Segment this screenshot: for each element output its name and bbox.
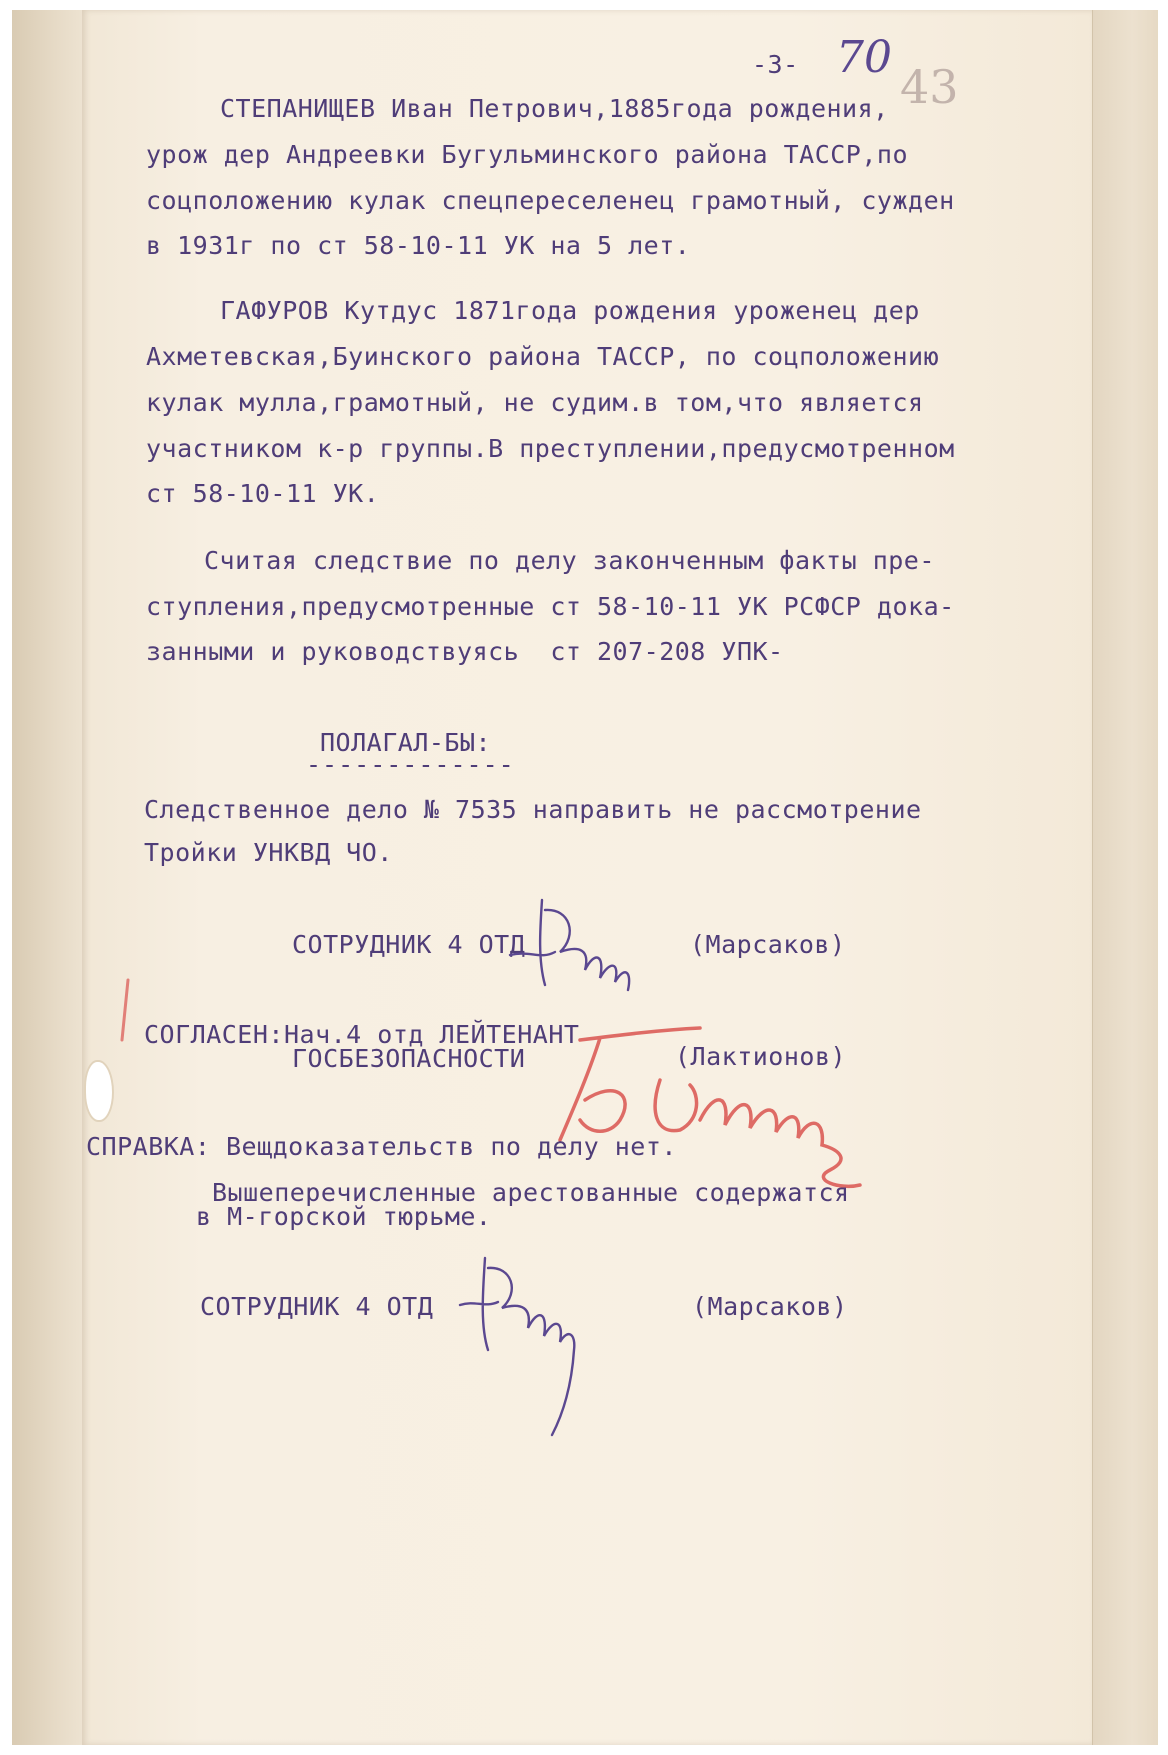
p3-line-2: ступления,предусмотренные ст 58-10-11 УК РСФСР дока- <box>146 592 955 621</box>
p2-line-1: ГАФУРОВ Кутдус 1871года рождения уроженец дер <box>220 296 920 325</box>
p3-line-3: занными и руководствуясь ст 207-208 УПК- <box>146 637 784 666</box>
p2-line-2: Ахметевская,Буинского района ТАССР, по соцположению <box>146 342 940 371</box>
p2-line-3: кулак мулла,грамотный, не судим.в том,что является <box>146 388 924 417</box>
p2-line-4: участником к-р группы.В преступлении,предусмотренном <box>146 434 955 463</box>
handwritten-folio-number: 70 <box>836 32 892 83</box>
employee2-signature <box>440 1250 600 1440</box>
p3-line-1: Считая следствие по делу законченным факты пре- <box>204 546 935 575</box>
red-pencil-mark <box>108 975 148 1045</box>
resolution-heading-underline: ------------- <box>306 750 515 779</box>
employee1-title: СОТРУДНИК 4 ОТД <box>292 930 526 959</box>
employee2-name: (Марсаков) <box>692 1292 848 1321</box>
underlying-sheet-edge <box>1092 10 1158 1745</box>
reference-line-2: Вышеперечисленные арестованные содержатся <box>212 1178 850 1207</box>
faint-folio-number: 43 <box>900 60 959 114</box>
approval-name: (Лактионов) <box>675 1042 847 1071</box>
p1-line-3: соцположению кулак спецпереселенец грамотный, сужден <box>146 186 955 215</box>
p1-line-4: в 1931г по ст 58-10-11 УК на 5 лет. <box>146 231 691 260</box>
reference-line-3: в М-горской тюрьме. <box>196 1202 492 1231</box>
reference-line-1: СПРАВКА: Вещдоказательств по делу нет. <box>86 1132 677 1161</box>
scanned-document <box>12 10 1158 1745</box>
binding-hole <box>86 1062 112 1120</box>
employee1-name: (Марсаков) <box>690 930 846 959</box>
p2-line-5: ст 58-10-11 УК. <box>146 479 380 508</box>
resolution-line-1: Следственное дело № 7535 направить не рассмотрение <box>144 795 922 824</box>
p1-line-2: урож дер Андреевки Бугульминского района ТАССР,по <box>146 140 909 169</box>
employee2-title: СОТРУДНИК 4 ОТД <box>200 1292 434 1321</box>
binding-gutter <box>12 10 90 1745</box>
employee1-signature <box>500 890 650 1000</box>
approval-title-line-1: СОГЛАСЕН:Нач.4 отд ЛЕЙТЕНАНТ <box>144 1020 580 1049</box>
p1-line-1: СТЕПАНИЩЕВ Иван Петрович,1885года рождения, <box>220 94 889 123</box>
resolution-line-2: Тройки УНКВД ЧО. <box>144 838 393 867</box>
resolution-heading: ПОЛАГАЛ-БЫ: <box>320 728 492 757</box>
approval-title-line-2: ГОСБЕЗОПАСНОСТИ <box>292 1044 526 1073</box>
document-page <box>82 10 1092 1745</box>
page-number: -3- <box>752 50 799 79</box>
